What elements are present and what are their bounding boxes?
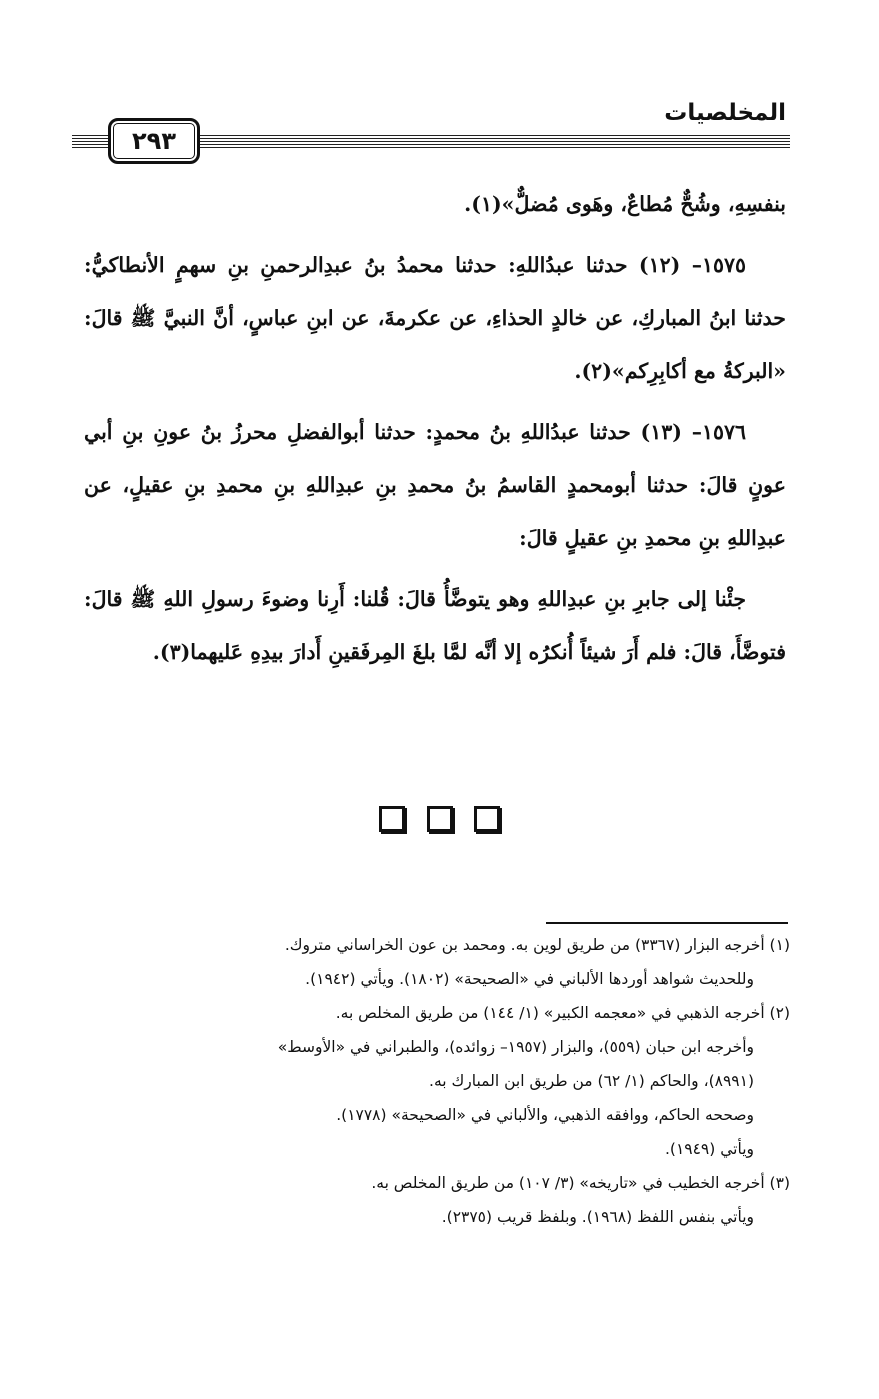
hadith-1576-matn: جئْنا إلى جابرِ بنِ عبدِاللهِ وهو يتوضَّأُ قالَ: قُلنا: أَرِنا وضوءَ رسولِ اللهِ ﷺ قالَ: فتوضَّأَ، قالَ: فلم أَرَ شيئاً أُنكرُه إلا أنَّه لمَّا بلغَ المِرفَقينِ أَدارَ بيدِهِ عَليهما(٣). (84, 587, 786, 664)
footnote-line: وللحديث شواهد أوردها الألباني في «الصحيحة» (١٨٠٢). ويأتي (١٩٤٢). (305, 970, 754, 988)
footnote-line: (٨٩٩١)، والحاكم (١/ ٦٢) من طريق ابن المبارك به. (429, 1072, 754, 1090)
square-ornament-icon (427, 806, 453, 832)
footnotes (72, 928, 790, 1234)
footnote-line: وأخرجه ابن حبان (٥٥٩)، والبزار (١٩٥٧– زوائده)، والطبراني في «الأوسط» (277, 1038, 754, 1056)
footnote-line: (٢) أخرجه الذهبي في «معجمه الكبير» (١/ ١٤٤) من طريق المخلص به. (335, 1004, 790, 1022)
page-number: ٢٩٣ (108, 118, 200, 164)
footnote-rule (546, 922, 788, 924)
running-title: المخلصيات (664, 100, 786, 126)
square-ornament-icon (474, 806, 500, 832)
footnote-line: ويأتي بنفس اللفظ (١٩٦٨). وبلفظ قريب (٢٣٧٥). (441, 1208, 754, 1226)
paragraph-continuation: بنفسِهِ، وشُحٌّ مُطاعٌ، وهَوى مُضلٌّ»(١). (464, 192, 786, 216)
main-text (84, 178, 786, 687)
square-ornament-icon (379, 806, 405, 832)
footnote-line: ويأتي (١٩٤٩). (664, 1140, 754, 1158)
footnote-line: (١) أخرجه البزار (٣٣٦٧) من طريق لوين به. ومحمد بن عون الخراساني متروك. (284, 936, 790, 954)
footnote-line: (٣) أخرجه الخطيب في «تاريخه» (٣/ ١٠٧) من طريق المخلص به. (371, 1174, 790, 1192)
page-header (72, 100, 790, 160)
hadith-1576-isnad: ١٥٧٦– (١٣) حدثنا عبدُاللهِ بنُ محمدٍ: حدثنا أبوالفضلِ محرزُ بنُ عونِ بنِ أبي عونٍ قالَ: حدثنا أبومحمدٍ القاسمُ بنُ محمدِ بنِ عبدِاللهِ بنِ محمدِ بنِ عقيلٍ، عن عبدِاللهِ بنِ محمدِ بنِ عقيلٍ قالَ: (84, 420, 786, 550)
hadith-1575: ١٥٧٥– (١٢) حدثنا عبدُاللهِ: حدثنا محمدُ بنُ عبدِالرحمنِ بنِ سهمٍ الأنطاكيُّ: حدثنا ابنُ المباركِ، عن خالدٍ الحذاءِ، عن عكرمةَ، عن ابنِ عباسٍ، أنَّ النبيَّ ﷺ قالَ: «البركةُ مع أكابِرِكم»(٢). (84, 253, 786, 383)
footnote-line: وصححه الحاكم، ووافقه الذهبي، والألباني في «الصحيحة» (١٧٧٨). (336, 1106, 754, 1124)
section-separator (0, 806, 879, 836)
